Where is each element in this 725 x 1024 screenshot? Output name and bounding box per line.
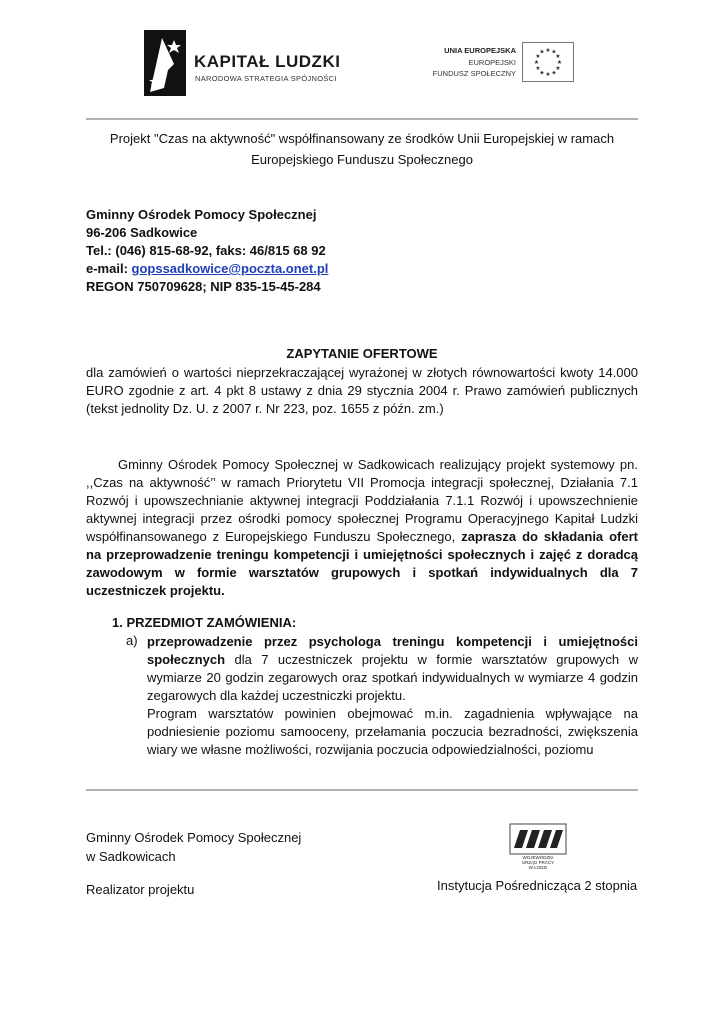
item-a-text: dla 7 uczestniczek projektu w formie warsztatów grupowych w wymiarze 20 godzin zegarowych oraz spotkań indywidualnych w wymiarze 4 godzin zegarowych dla każdej uczestniczki projektu. xyxy=(147,652,638,703)
eu-logo xyxy=(424,42,574,86)
eu-logo-line2: EUROPEJSKI xyxy=(468,58,516,67)
footer-institution: Instytucja Pośrednicząca 2 stopnia xyxy=(437,878,638,893)
wup-line2: URZĄD PRACY xyxy=(521,860,555,865)
svg-text:★: ★ xyxy=(545,71,551,78)
footer-divider xyxy=(86,789,638,791)
request-body: dla zamówień o wartości nieprzekraczającej wyrażonej w złotych równowartości kwoty 14.000 EURO zgodnie z art. 4 pkt 8 ustawy z dnia 29 stycznia 2004 r. Prawo zamówień publicznych (tekst jednolity Dz. U. z 2007 r. Nr 223, poz. 1655 z późn. zm.) xyxy=(86,365,638,416)
org-name: Gminny Ośrodek Pomocy Społecznej xyxy=(86,207,317,222)
section-1-title: 1. PRZEDMIOT ZAMÓWIENIA: xyxy=(112,615,297,630)
intro-invitation: zaprasza do składania ofert na przeprowadzenie treningu kompetencji i umiejętności społecznych i zajęć z doradcą zawodowym w formie warsztatów grupowych i spotkań indywidualnych dla 7 uczestniczek projektu. xyxy=(86,529,638,598)
project-line-2: Europejskiego Funduszu Społecznego xyxy=(251,152,473,167)
svg-text:★: ★ xyxy=(556,59,563,66)
item-a-description xyxy=(147,633,638,705)
svg-text:★: ★ xyxy=(555,53,561,60)
header-divider xyxy=(86,118,638,120)
item-a-marker: a) xyxy=(126,633,138,648)
org-email-link[interactable]: gopssadkowice@poczta.onet.pl xyxy=(131,261,329,276)
item-a-bold: przeprowadzenie przez psychologa treningu kompetencji i umiejętności społecznych xyxy=(147,634,638,667)
svg-text:★: ★ xyxy=(555,65,561,72)
svg-text:★: ★ xyxy=(551,48,557,56)
footer-realizator: Realizator projektu xyxy=(86,882,195,897)
kapital-ludzki-subtitle: NARODOWA STRATEGIA SPÓJNOŚCI xyxy=(195,74,337,83)
org-email-label: e-mail: xyxy=(86,261,132,276)
wup-emblem-icon xyxy=(506,822,570,856)
kapital-ludzki-logo xyxy=(144,30,359,100)
intro-paragraph xyxy=(86,456,638,600)
org-email-row xyxy=(86,260,506,278)
project-statement xyxy=(86,128,638,170)
footer-org-line1: Gminny Ośrodek Pomocy Społecznej xyxy=(86,830,302,845)
wup-line3: W ŁODZI xyxy=(528,865,548,870)
svg-text:★: ★ xyxy=(535,65,541,72)
eu-logo-line3: FUNDUSZ SPOŁECZNY xyxy=(432,69,516,78)
eu-flag-icon xyxy=(522,42,574,82)
wup-lodz-logo xyxy=(506,822,570,870)
org-address: 96-206 Sadkowice xyxy=(86,225,198,240)
item-a-content xyxy=(147,633,638,759)
footer-organization xyxy=(86,828,301,866)
svg-text:★: ★ xyxy=(539,48,545,56)
svg-text:★: ★ xyxy=(545,47,551,54)
item-a-program: Program warsztatów powinien obejmować m.in. zagadnienia wpływające na podniesienie poziomu samooceny, przełamania poczucia bezradności, zwiększenia wiary we własne możliwości, rozwijania poczucia odpowiedzialności, poziomu xyxy=(147,706,638,757)
svg-text:★: ★ xyxy=(535,53,541,60)
organization-contact xyxy=(86,206,506,296)
eu-logo-line1: UNIA EUROPEJSKA xyxy=(444,46,516,55)
project-line-1: Projekt "Czas na aktywność" współfinansowany ze środków Unii Europejskiej w ramach xyxy=(109,131,615,146)
request-title: ZAPYTANIE OFERTOWE xyxy=(286,346,438,361)
org-regon-nip: REGON 750709628; NIP 835-15-45-284 xyxy=(86,279,321,294)
kapital-ludzki-title: KAPITAŁ LUDZKI xyxy=(194,52,341,71)
intro-text: Gminny Ośrodek Pomocy Społecznej w Sadkowicach realizujący projekt systemowy pn. ,,Czas na aktywność’’ w ramach Priorytetu VII Promocja integracji społecznej, Działania 7.1 Rozwój i upowszechnianie aktywnej integracji Poddziałania 7.1.1 Rozwój i upowszechnienie aktywnej integracji przez ośrodki pomocy społecznej Programu Operacyjnego Kapitał Ludzki współfinansowanego z Europejskiego Funduszu Społecznego, xyxy=(86,457,638,544)
org-phone: Tel.: (046) 815-68-92, faks: 46/815 68 92 xyxy=(86,243,326,258)
kapital-ludzki-emblem-icon xyxy=(144,30,186,96)
footer-org-line2: w Sadkowicach xyxy=(86,849,176,864)
wup-line1: WOJEWÓDZKI xyxy=(522,855,554,860)
svg-text:★: ★ xyxy=(539,69,545,77)
svg-text:★: ★ xyxy=(533,59,540,66)
svg-text:★: ★ xyxy=(551,69,557,77)
wup-text xyxy=(506,855,570,870)
